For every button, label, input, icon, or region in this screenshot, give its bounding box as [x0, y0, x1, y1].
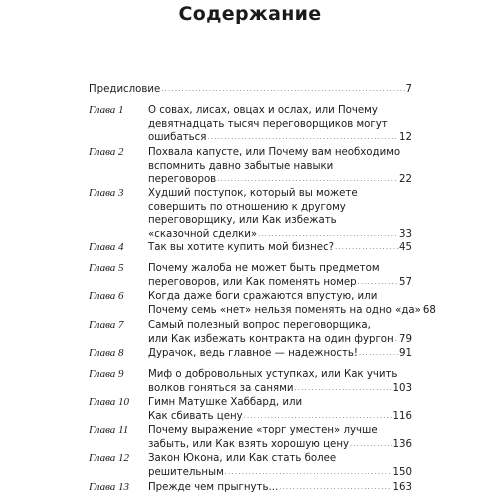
toc-last-line — [148, 131, 412, 146]
toc-entry-line: О совах, лисах, овцах и ослах, или Почему — [148, 105, 378, 116]
toc-page-number: 57 — [399, 276, 412, 288]
toc-entry-text: Так вы хотите купить мой бизнес? — [148, 242, 335, 253]
toc-leader-dots — [217, 173, 398, 187]
chapter-label: Глава 4 — [89, 241, 124, 253]
chapter-label: Глава 3 — [89, 187, 124, 199]
toc-entry-body — [148, 347, 412, 362]
toc-last-line — [148, 466, 412, 481]
chapter-label: Глава 8 — [89, 347, 124, 359]
toc-entry-line: девятнадцать тысяч переговорщиков могут — [148, 118, 388, 130]
toc-last-line — [148, 173, 412, 188]
toc-entry-text: волков гоняться за санями — [148, 382, 294, 394]
toc-leader-dots — [207, 131, 398, 145]
toc-entry-line: Гимн Матушке Хаббард, или — [148, 397, 303, 408]
toc-last-line — [148, 347, 412, 362]
toc-leader-dots — [335, 241, 398, 255]
toc-entry-text: переговоров, или Как поменять номер — [148, 276, 357, 288]
toc-leader-dots — [258, 228, 398, 242]
toc-page-number: 103 — [392, 382, 412, 394]
toc-entry-text: переговоров — [148, 174, 217, 185]
toc-page-number: 12 — [399, 132, 412, 143]
toc-entry-line: Миф о добровольных уступках, или Как учить — [148, 369, 398, 380]
toc-entry-text: ошибаться — [148, 132, 207, 143]
toc-last-line — [148, 438, 412, 453]
toc-page-number: 79 — [399, 333, 412, 345]
toc-entry-body — [148, 424, 412, 452]
toc-entry-line: Самый полезный вопрос переговорщика, — [148, 320, 371, 331]
toc-leader-dots — [279, 481, 391, 495]
chapter-label: Глава 10 — [89, 396, 130, 408]
toc-page-number: 22 — [399, 174, 412, 185]
toc-entry-body — [148, 452, 412, 480]
toc-page-number: 7 — [405, 84, 412, 95]
toc-page-number: 68 — [422, 304, 436, 316]
toc-leader-dots — [244, 410, 392, 424]
toc-page-number: 136 — [392, 438, 412, 450]
chapter-label: Глава 9 — [89, 368, 124, 380]
toc-last-line — [148, 276, 412, 291]
toc-entry-body — [148, 262, 412, 290]
toc-leader-dots — [358, 276, 398, 290]
toc-entry-line: Закон Юкона, или Как стать более — [148, 453, 337, 464]
toc-last-line — [148, 410, 412, 425]
toc-leader-dots — [395, 333, 398, 347]
toc-leader-dots — [161, 83, 404, 97]
chapter-label: Глава 7 — [89, 319, 124, 331]
toc-entry-line: переговорщику, или Как избежать — [148, 215, 337, 226]
toc-entry-text: Почему семь «нет» нельзя поменять на одно «да» — [148, 304, 421, 316]
toc-entry-line: совершить по отношению к другому — [148, 201, 346, 213]
chapter-label: Глава 2 — [89, 146, 124, 158]
toc-entry-body — [148, 290, 436, 318]
toc-entry-text: забыть, или Как взять хорошую цену — [148, 438, 350, 450]
toc-leader-dots — [225, 466, 392, 480]
toc-page-number: 116 — [392, 410, 412, 422]
toc-entry-line: вспомнить давно забытые навыки — [148, 160, 334, 172]
toc-leader-dots — [350, 438, 392, 452]
toc-entry-body — [148, 481, 412, 496]
toc-entry-body — [148, 368, 412, 396]
toc-last-line — [148, 382, 412, 397]
toc-entry-text: «сказочной сделки» — [148, 228, 258, 240]
toc-entry-body — [148, 187, 412, 242]
toc-page-number: 91 — [399, 348, 412, 359]
toc-entry-text: Прежде чем прыгнуть... — [148, 482, 279, 493]
chapter-label: Глава 11 — [89, 424, 129, 436]
toc-last-line — [89, 83, 412, 98]
toc-entry-body — [89, 83, 412, 98]
toc-entry-body — [148, 319, 412, 347]
toc-entry-line: Почему жалоба не может быть предметом — [148, 263, 380, 274]
chapter-label: Глава 13 — [89, 481, 130, 493]
toc-entry-line: Когда даже боги сражаются впустую, или — [148, 291, 378, 302]
toc-last-line — [148, 228, 412, 243]
toc-entry-line: Худший поступок, который вы можете — [148, 188, 358, 199]
toc-entry-text: Как сбивать цену — [148, 410, 243, 422]
toc-last-line — [148, 304, 436, 319]
chapter-label: Глава 6 — [89, 290, 124, 302]
toc-last-line — [148, 333, 412, 348]
toc-entry-body — [148, 146, 412, 188]
toc-page-number: 33 — [399, 228, 412, 240]
toc-entry-line: Похвала капусте, или Почему вам необходимо — [148, 147, 401, 158]
chapter-label: Глава 1 — [89, 104, 124, 116]
toc-page-number: 150 — [392, 466, 412, 478]
page-title: Содержание — [178, 3, 322, 25]
toc-page-number: 163 — [392, 482, 412, 493]
toc-entry-body — [148, 241, 412, 256]
toc-entry-body — [148, 104, 412, 146]
toc-last-line — [148, 241, 412, 256]
toc-page-number: 45 — [399, 242, 412, 253]
toc-leader-dots — [359, 347, 398, 361]
toc-entry-line: Почему выражение «торг уместен» лучше — [148, 425, 378, 436]
chapter-label: Глава 12 — [89, 452, 130, 464]
toc-entry-text: или Как избежать контракта на один фургон — [148, 333, 394, 345]
toc-entry-text: Дурачок, ведь главное — надежность! — [148, 348, 358, 359]
toc-entry-body — [148, 396, 412, 424]
chapter-label: Глава 5 — [89, 262, 124, 274]
toc-last-line — [148, 481, 412, 496]
toc-entry-text: решительным — [148, 466, 224, 478]
toc-leader-dots — [295, 382, 392, 396]
toc-entry-text: Предисловие — [89, 84, 161, 95]
